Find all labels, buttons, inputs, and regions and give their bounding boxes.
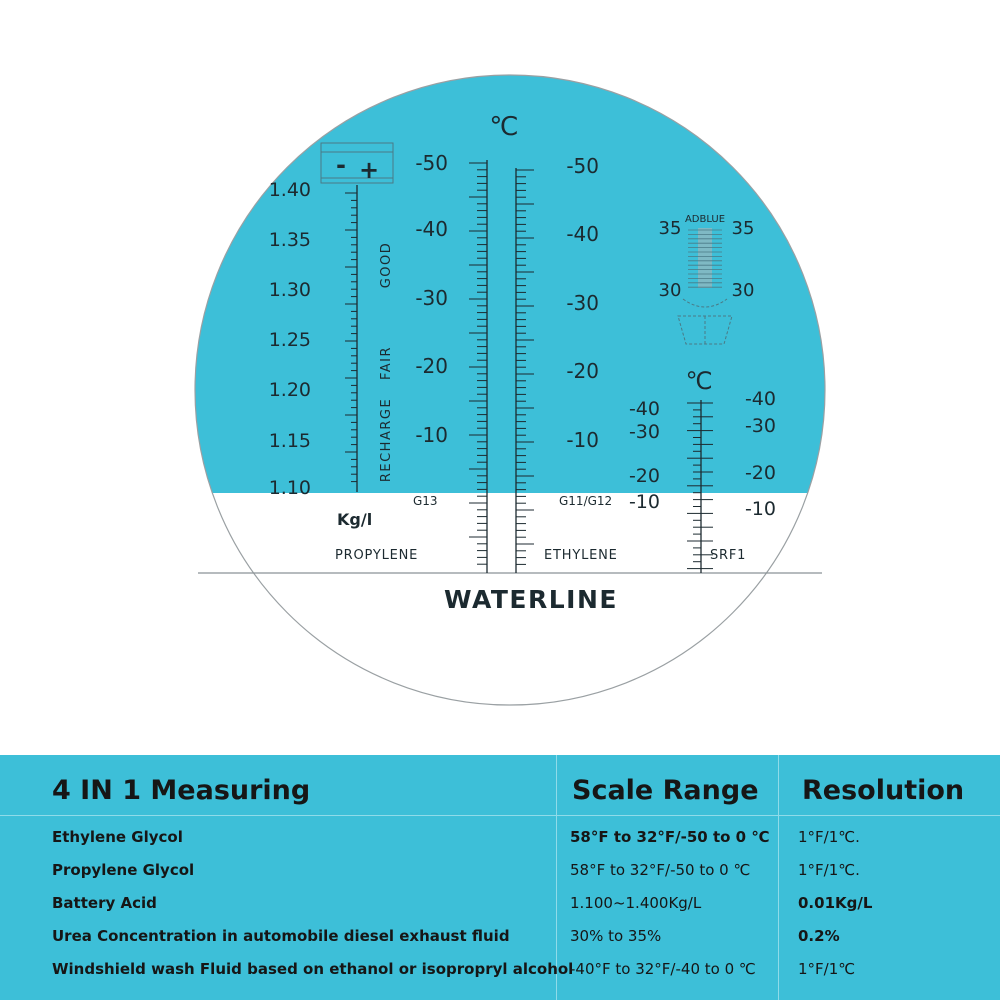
row-battery-range: 1.100~1.400Kg/L (570, 894, 702, 912)
header-measuring: 4 IN 1 Measuring (52, 775, 311, 806)
row-urea-item: Urea Concentration in automobile diesel exhaust fluid (52, 927, 510, 945)
header-divider (0, 815, 1000, 816)
celsius-symbol-srf: ℃ (685, 367, 713, 395)
row-ethylene-item: Ethylene Glycol (52, 828, 183, 846)
adblue-label: ADBLUE (684, 214, 726, 225)
battery-unit-label: Kg/l (337, 510, 373, 529)
propylene-value: -30 (415, 286, 448, 310)
row-urea-range: 30% to 35% (570, 927, 662, 945)
battery-value: 1.30 (268, 279, 311, 301)
srf1-right-value: -10 (744, 498, 776, 520)
battery-zone-recharge: RECHARGE (379, 397, 394, 483)
ethylene-value: -30 (566, 291, 599, 315)
celsius-symbol-main: ℃ (489, 112, 519, 142)
row-propylene-item: Propylene Glycol (52, 861, 195, 879)
adblue-top-left: 35 (658, 218, 682, 239)
srf1-left-value: -20 (628, 465, 660, 487)
battery-value: 1.40 (268, 179, 311, 201)
ethylene-code-label: G11/G12 (559, 494, 613, 508)
adblue-bottom-right: 30 (731, 280, 755, 301)
battery-value: 1.15 (268, 430, 311, 452)
row-ethylene-range: 58°F to 32°F/-50 to 0 ℃ (570, 828, 770, 846)
srf1-left-value: -10 (628, 491, 660, 513)
column-divider (778, 755, 779, 1000)
battery-minus-sign: - (336, 151, 346, 179)
ethylene-value: -10 (566, 428, 599, 452)
spec-table (0, 755, 1000, 1000)
battery-zone-good: GOOD (379, 241, 394, 289)
row-propylene-range: 58°F to 32°F/-50 to 0 ℃ (570, 861, 751, 879)
row-propylene-resolution: 1°F/1℃. (798, 861, 860, 879)
waterline-label: WATERLINE (444, 585, 618, 614)
propylene-value: -10 (415, 423, 448, 447)
header-resolution: Resolution (802, 775, 965, 806)
ethylene-value: -40 (566, 222, 599, 246)
row-battery-item: Battery Acid (52, 894, 157, 912)
row-washer-resolution: 1°F/1℃ (798, 960, 856, 978)
propylene-value: -20 (415, 354, 448, 378)
header-scale-range: Scale Range (572, 775, 759, 806)
row-battery-resolution: 0.01Kg/L (798, 894, 873, 912)
adblue-bottom-left: 30 (658, 280, 682, 301)
srf1-right-value: -20 (744, 462, 776, 484)
battery-value: 1.35 (268, 229, 311, 251)
row-urea-resolution: 0.2% (798, 927, 840, 945)
battery-zone-fair: FAIR (379, 345, 394, 381)
propylene-value: -50 (415, 151, 448, 175)
srf1-scale-label: SRF1 (710, 548, 747, 563)
battery-value: 1.20 (268, 379, 311, 401)
srf1-right-value: -30 (744, 415, 776, 437)
row-washer-item: Windshield wash Fluid based on ethanol or isopropryl alcohol (52, 960, 574, 978)
battery-plus-sign: + (358, 156, 380, 184)
ethylene-value: -50 (566, 154, 599, 178)
ethylene-scale-label: ETHYLENE (544, 548, 618, 563)
propylene-scale-label: PROPYLENE (335, 548, 419, 563)
srf1-right-value: -40 (744, 388, 776, 410)
srf1-left-value: -30 (628, 421, 660, 443)
ethylene-value: -20 (566, 359, 599, 383)
battery-value: 1.10 (268, 477, 311, 499)
battery-value: 1.25 (268, 329, 311, 351)
propylene-code-label: G13 (413, 494, 438, 508)
row-washer-range: -40°F to 32°F/-40 to 0 ℃ (570, 960, 756, 978)
propylene-value: -40 (415, 217, 448, 241)
adblue-top-right: 35 (731, 218, 755, 239)
row-ethylene-resolution: 1°F/1℃. (798, 828, 860, 846)
srf1-left-value: -40 (628, 398, 660, 420)
